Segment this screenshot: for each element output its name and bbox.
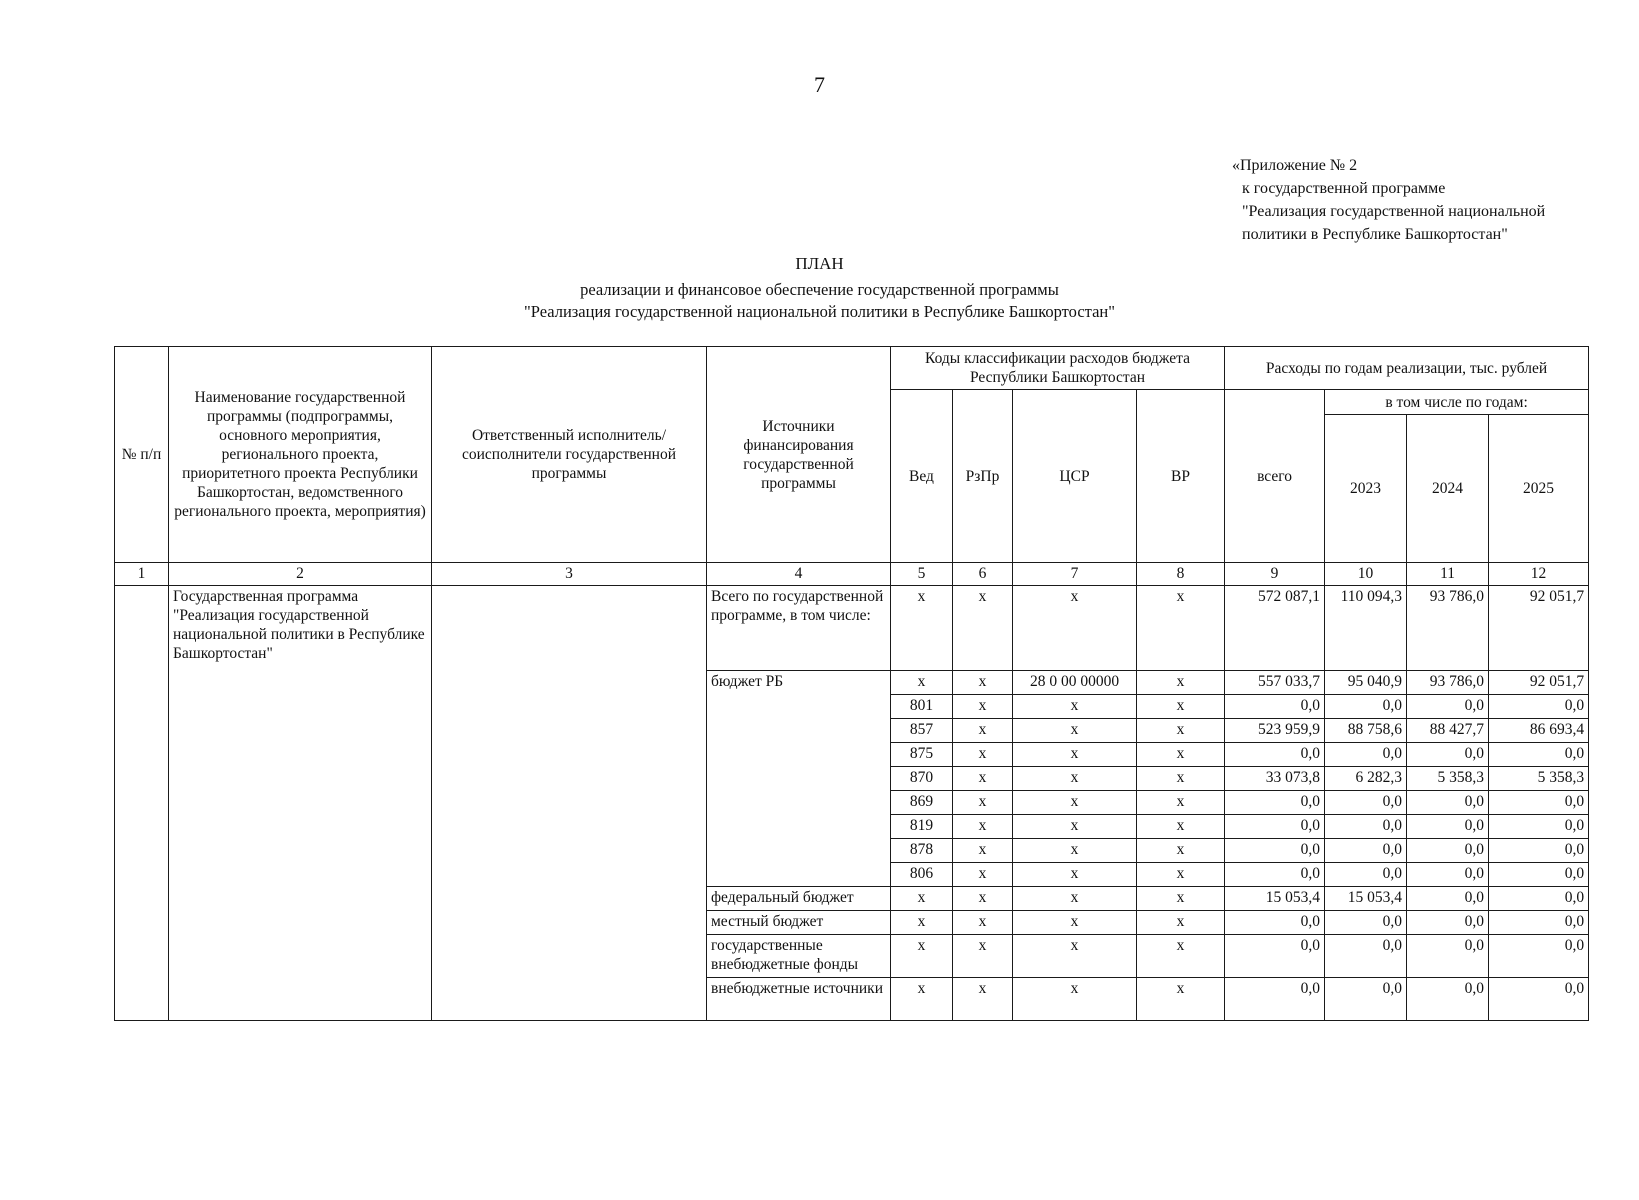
source-cell: государственные внебюджетные фонды [707,935,891,978]
year-2025-cell: 0,0 [1489,815,1589,839]
year-2025-cell: 92 051,7 [1489,586,1589,671]
rzpr-cell: x [953,586,1013,671]
year-2023-cell: 0,0 [1325,815,1407,839]
year-2025-cell: 86 693,4 [1489,719,1589,743]
year-2023-cell: 0,0 [1325,911,1407,935]
header-by-years: в том числе по годам: [1325,390,1589,415]
document-title [0,253,1639,323]
rzpr-cell: x [953,978,1013,1021]
header-codes-group: Коды классификации расходов бюджета Республики Башкортостан [891,347,1225,390]
year-2024-cell: 0,0 [1407,743,1489,767]
appendix-line: "Реализация государственной национальной [1242,203,1546,220]
total-cell: 0,0 [1225,935,1325,978]
csr-cell: x [1013,791,1137,815]
rzpr-cell: x [953,887,1013,911]
vr-cell: x [1137,767,1225,791]
column-number: 4 [707,563,891,586]
header-rzpr: РзПр [953,390,1013,563]
csr-cell: x [1013,743,1137,767]
total-cell: 557 033,7 [1225,671,1325,695]
header-ved: Вед [891,390,953,563]
rzpr-cell: x [953,839,1013,863]
total-cell: 572 087,1 [1225,586,1325,671]
source-cell: местный бюджет [707,911,891,935]
year-2025-cell: 5 358,3 [1489,767,1589,791]
vr-cell: x [1137,586,1225,671]
csr-cell: x [1013,695,1137,719]
header-name: Наименование государственной программы (подпрограммы, основного мероприятия, регионального проекта, приоритетного проекта Республики Башкортостан, ведомственного регионального проекта, мероприятия) [169,347,432,563]
year-2024-cell: 88 427,7 [1407,719,1489,743]
executor-cell [432,586,707,1021]
ved-cell: x [891,887,953,911]
appendix-line: «Приложение № 2 [1232,157,1358,174]
total-cell: 0,0 [1225,815,1325,839]
source-cell: федеральный бюджет [707,887,891,911]
ved-cell: x [891,911,953,935]
year-2024-cell: 0,0 [1407,791,1489,815]
total-cell: 0,0 [1225,863,1325,887]
csr-cell: x [1013,719,1137,743]
year-2025-cell: 0,0 [1489,695,1589,719]
year-2023-cell: 15 053,4 [1325,887,1407,911]
year-2025-cell: 0,0 [1489,911,1589,935]
header-csr: ЦСР [1013,390,1137,563]
csr-cell: x [1013,935,1137,978]
appendix-line: политики в Республике Башкортостан" [1242,226,1508,243]
vr-cell: x [1137,839,1225,863]
column-number: 2 [169,563,432,586]
vr-cell: x [1137,695,1225,719]
plan-table [114,346,1589,1021]
ved-cell: 878 [891,839,953,863]
year-2024-cell: 0,0 [1407,911,1489,935]
header-year-2024: 2024 [1407,415,1489,563]
year-2023-cell: 0,0 [1325,839,1407,863]
vr-cell: x [1137,791,1225,815]
year-2024-cell: 5 358,3 [1407,767,1489,791]
source-cell: внебюджетные источники [707,978,891,1021]
total-cell: 0,0 [1225,911,1325,935]
year-2025-cell: 0,0 [1489,978,1589,1021]
ved-cell: x [891,978,953,1021]
total-cell: 33 073,8 [1225,767,1325,791]
csr-cell: x [1013,815,1137,839]
csr-cell: x [1013,887,1137,911]
csr-cell: x [1013,911,1137,935]
vr-cell: x [1137,887,1225,911]
rzpr-cell: x [953,695,1013,719]
column-numbers-row [115,563,1589,586]
vr-cell: x [1137,743,1225,767]
year-2025-cell: 0,0 [1489,791,1589,815]
total-cell: 0,0 [1225,791,1325,815]
column-number: 12 [1489,563,1589,586]
header-year-2025: 2025 [1489,415,1589,563]
vr-cell: x [1137,719,1225,743]
rzpr-cell: x [953,743,1013,767]
rzpr-cell: x [953,791,1013,815]
vr-cell: x [1137,978,1225,1021]
vr-cell: x [1137,911,1225,935]
year-2025-cell: 0,0 [1489,935,1589,978]
total-cell: 523 959,9 [1225,719,1325,743]
column-number: 10 [1325,563,1407,586]
title-line: реализации и финансовое обеспечение государственной программы [580,280,1059,299]
total-cell: 15 053,4 [1225,887,1325,911]
rzpr-cell: x [953,863,1013,887]
total-cell: 0,0 [1225,978,1325,1021]
header-year-2023: 2023 [1325,415,1407,563]
header-vr: ВР [1137,390,1225,563]
ved-cell: x [891,935,953,978]
year-2023-cell: 0,0 [1325,978,1407,1021]
ved-cell: 870 [891,767,953,791]
total-cell: 0,0 [1225,743,1325,767]
csr-cell: x [1013,839,1137,863]
title-line: "Реализация государственной национальной политики в Республике Башкортостан" [524,302,1115,321]
ved-cell: 819 [891,815,953,839]
year-2024-cell: 0,0 [1407,935,1489,978]
column-number: 9 [1225,563,1325,586]
year-2024-cell: 93 786,0 [1407,586,1489,671]
page-number: 7 [814,72,825,97]
row-number-cell [115,586,169,1021]
column-number: 5 [891,563,953,586]
year-2025-cell: 92 051,7 [1489,671,1589,695]
vr-cell: x [1137,863,1225,887]
header-total: всего [1225,390,1325,563]
total-cell: 0,0 [1225,839,1325,863]
column-number: 3 [432,563,707,586]
rzpr-cell: x [953,719,1013,743]
year-2024-cell: 0,0 [1407,815,1489,839]
year-2024-cell: 0,0 [1407,695,1489,719]
year-2023-cell: 0,0 [1325,935,1407,978]
header-executor: Ответственный исполнитель/соисполнители государственной программы [432,347,707,563]
vr-cell: x [1137,935,1225,978]
column-number: 11 [1407,563,1489,586]
csr-cell: x [1013,978,1137,1021]
year-2025-cell: 0,0 [1489,743,1589,767]
year-2025-cell: 0,0 [1489,887,1589,911]
year-2024-cell: 0,0 [1407,978,1489,1021]
header-num: № п/п [115,347,169,563]
ved-cell: x [891,671,953,695]
year-2023-cell: 110 094,3 [1325,586,1407,671]
year-2024-cell: 0,0 [1407,839,1489,863]
ved-cell: 801 [891,695,953,719]
rzpr-cell: x [953,815,1013,839]
appendix-line: к государственной программе [1242,180,1446,197]
csr-cell: 28 0 00 00000 [1013,671,1137,695]
year-2023-cell: 0,0 [1325,743,1407,767]
year-2023-cell: 0,0 [1325,791,1407,815]
source-cell: бюджет РБ [707,671,891,887]
rzpr-cell: x [953,767,1013,791]
csr-cell: x [1013,586,1137,671]
source-cell: Всего по государственной программе, в том числе: [707,586,891,671]
csr-cell: x [1013,863,1137,887]
appendix-note [1232,154,1545,246]
ved-cell: 806 [891,863,953,887]
year-2024-cell: 93 786,0 [1407,671,1489,695]
column-number: 8 [1137,563,1225,586]
vr-cell: x [1137,671,1225,695]
year-2024-cell: 0,0 [1407,887,1489,911]
rzpr-cell: x [953,671,1013,695]
year-2025-cell: 0,0 [1489,863,1589,887]
column-number: 6 [953,563,1013,586]
header-expenses-group: Расходы по годам реализации, тыс. рублей [1225,347,1589,390]
year-2023-cell: 95 040,9 [1325,671,1407,695]
ved-cell: 869 [891,791,953,815]
vr-cell: x [1137,815,1225,839]
rzpr-cell: x [953,911,1013,935]
year-2023-cell: 6 282,3 [1325,767,1407,791]
program-name: Государственная программа "Реализация государственной национальной политики в Республике Башкортостан" [169,586,432,1021]
title-heading: ПЛАН [795,254,844,273]
csr-cell: x [1013,767,1137,791]
year-2023-cell: 0,0 [1325,863,1407,887]
year-2023-cell: 0,0 [1325,695,1407,719]
column-number: 1 [115,563,169,586]
rzpr-cell: x [953,935,1013,978]
ved-cell: 875 [891,743,953,767]
year-2024-cell: 0,0 [1407,863,1489,887]
header-sources: Источники финансирования государственной программы [707,347,891,563]
ved-cell: x [891,586,953,671]
ved-cell: 857 [891,719,953,743]
year-2023-cell: 88 758,6 [1325,719,1407,743]
total-cell: 0,0 [1225,695,1325,719]
year-2025-cell: 0,0 [1489,839,1589,863]
table-row [115,586,1589,671]
column-number: 7 [1013,563,1137,586]
